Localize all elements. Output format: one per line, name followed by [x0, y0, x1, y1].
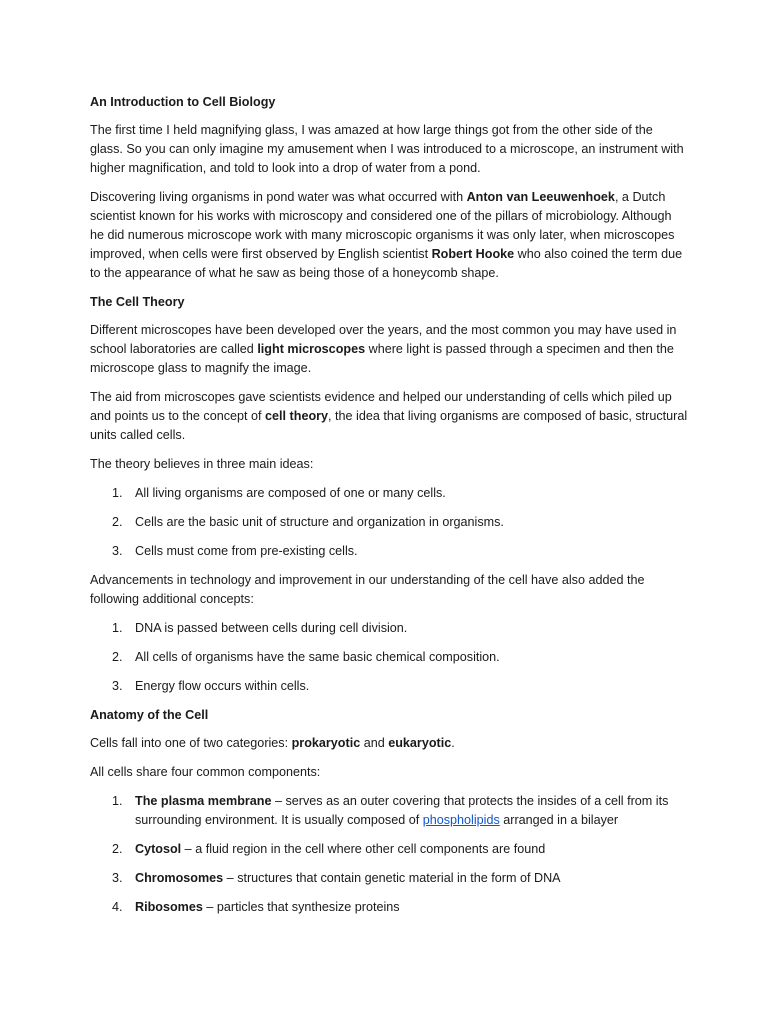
intro-paragraph-1: The first time I held magnifying glass, I was amazed at how large things got from the other side of the glass. So you can only imagine my amusement when I was introduced to a microscope, an instrument with higher magnification, and told to look into a drop of water from a pond. — [90, 123, 684, 175]
list-number: 3. — [112, 679, 123, 693]
list-item — [90, 898, 688, 917]
section-heading-cell-theory: The Cell Theory — [90, 295, 185, 309]
cell-theory-paragraph-3: The theory believes in three main ideas: — [90, 457, 314, 471]
list-item — [90, 513, 688, 532]
component-term: Ribosomes — [135, 900, 203, 914]
section-heading-anatomy: Anatomy of the Cell — [90, 708, 209, 722]
main-ideas-list — [90, 484, 688, 561]
anatomy-paragraph-1 — [90, 734, 688, 753]
list-number: 2. — [112, 842, 123, 856]
component-term: Chromosomes — [135, 871, 224, 885]
component-text: – structures that contain genetic material in the form of DNA — [223, 871, 561, 885]
term-light-microscopes: light microscopes — [257, 342, 366, 356]
list-item — [90, 792, 688, 830]
component-text: arranged in a bilayer — [499, 813, 619, 827]
list-number: 1. — [112, 794, 123, 808]
text-run: , a Dutch scientist known for his works with microscopy and considered one of the pillars of microbiology. Although he did numerous microscope work with many microscopic organisms it was only later, when microscopes improved, when cells were first observed by English scientist — [90, 190, 675, 261]
list-item-text: All living organisms are composed of one or many cells. — [135, 486, 446, 500]
list-item-text: Energy flow occurs within cells. — [135, 679, 310, 693]
component-term: Cytosol — [135, 842, 182, 856]
term-cell-theory: cell theory — [265, 409, 329, 423]
list-number: 2. — [112, 650, 123, 664]
list-item — [90, 869, 688, 888]
term-prokaryotic: prokaryotic — [291, 736, 361, 750]
list-item-text: All cells of organisms have the same basic chemical composition. — [135, 650, 500, 664]
list-item — [90, 619, 688, 638]
component-term: The plasma membrane — [135, 794, 272, 808]
list-number: 1. — [112, 621, 123, 635]
cell-components-list — [90, 792, 688, 917]
term-eukaryotic: eukaryotic — [388, 736, 452, 750]
text-run: Different microscopes have been developed over the years, and the most common you may have used in school laboratories are called — [90, 323, 677, 356]
list-number: 3. — [112, 871, 123, 885]
document-title: An Introduction to Cell Biology — [90, 95, 276, 109]
text-run: Cells fall into one of two categories: — [90, 736, 292, 750]
text-run: Discovering living organisms in pond water was what occurred with — [90, 190, 467, 204]
text-run: who also coined the term due to the appearance of what he saw as being those of a honeycomb shape. — [90, 247, 683, 280]
list-item — [90, 484, 688, 503]
component-text: – particles that synthesize proteins — [202, 900, 400, 914]
cell-theory-paragraph-4: Advancements in technology and improvement in our understanding of the cell have also added the following additional concepts: — [90, 573, 645, 606]
additional-concepts-list — [90, 619, 688, 696]
list-item — [90, 677, 688, 696]
intro-paragraph-2 — [90, 188, 688, 283]
list-number: 3. — [112, 544, 123, 558]
list-item-text: Cells are the basic unit of structure and organization in organisms. — [135, 515, 504, 529]
text-run: where light is passed through a specimen and then the microscope glass to magnify the image. — [90, 342, 674, 375]
list-item — [90, 542, 688, 561]
phospholipids-link[interactable]: phospholipids — [422, 813, 500, 827]
list-item-text: Cells must come from pre-existing cells. — [135, 544, 358, 558]
list-number: 2. — [112, 515, 123, 529]
name-hooke: Robert Hooke — [431, 247, 515, 261]
anatomy-paragraph-2: All cells share four common components: — [90, 765, 321, 779]
text-run: , the idea that living organisms are composed of basic, structural units called cells. — [90, 409, 688, 442]
text-run: and — [360, 736, 389, 750]
text-run: . — [451, 736, 455, 750]
list-item — [90, 648, 688, 667]
text-run: The aid from microscopes gave scientists evidence and helped our understanding of cells which piled up and points us to the concept of — [90, 390, 672, 423]
component-text: – serves as an outer covering that protects the insides of a cell from its surrounding environment. It is usually composed of — [135, 794, 669, 827]
name-leeuwenhoek: Anton van Leeuwenhoek — [466, 190, 615, 204]
list-item — [90, 840, 688, 859]
list-number: 1. — [112, 486, 123, 500]
cell-theory-paragraph-2 — [90, 388, 688, 445]
list-number: 4. — [112, 900, 123, 914]
cell-theory-paragraph-1 — [90, 321, 688, 378]
component-text: – a fluid region in the cell where other cell components are found — [181, 842, 546, 856]
list-item-text: DNA is passed between cells during cell division. — [135, 621, 408, 635]
